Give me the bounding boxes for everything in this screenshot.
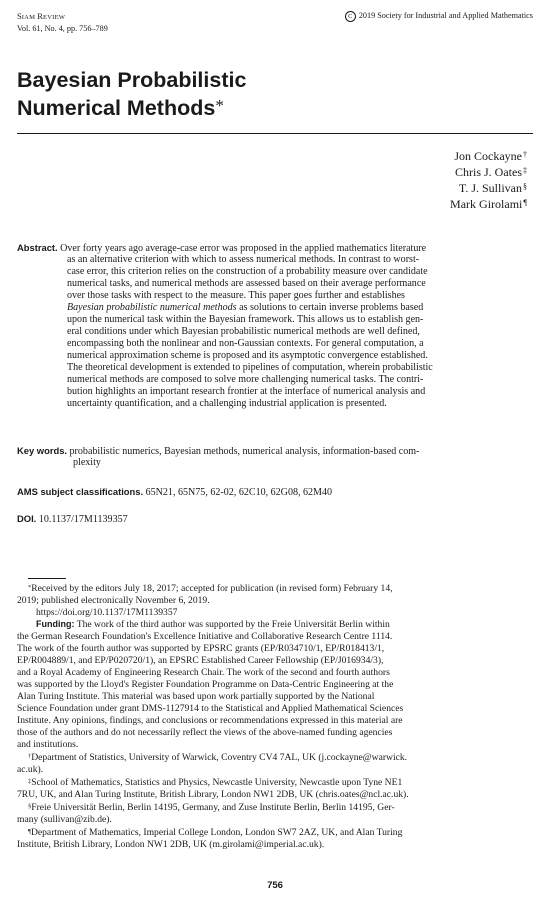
footnote-affiliation: ac.uk). [17, 764, 44, 775]
footnote-funding: The work of the fourth author was supported by EPSRC grants (EP/R034710/1, EP/R018413/1, [17, 643, 385, 654]
footnote-affiliation: Institute, British Library, London NW1 2DB, UK (m.girolami@imperial.ac.uk). [17, 839, 325, 850]
abstract-line: encompassing both the nonlinear and non-Gaussian contexts. For general computation, a [67, 338, 424, 349]
footnote-affiliation: ¶Department of Mathematics, Imperial College London, London SW7 2AZ, UK, and Alan Turing [28, 827, 403, 838]
abstract-line: Abstract. Over forty years ago average-case error was proposed in the applied mathematics literature [17, 242, 427, 254]
running-header-journal [17, 11, 108, 34]
footnote-received: 2019; published electronically November 6, 2019. [17, 595, 210, 606]
abstract-line: eral conditions under which Bayesian probabilistic numerical methods are well defined, [67, 326, 420, 337]
volume-info: Vol. 61, No. 4, pp. 756–789 [17, 23, 108, 33]
abstract-label: Abstract. [17, 242, 58, 253]
footnote-funding: was supported by the Lloyd's Register Foundation Programme on Data-Centric Engineering at the [17, 679, 394, 690]
abstract-line: upon the numerical task within the Bayesian framework. This allows us to establish gen- [67, 314, 424, 325]
abstract-line: Bayesian probabilistic numerical methods as solutions to certain inverse problems based [67, 302, 424, 313]
abstract-line: numerical methods are composed to solve more challenging numerical tasks. The contri- [67, 374, 424, 385]
keywords-line: plexity [73, 457, 101, 468]
footnote-funding: those of the authors and do not necessarily reflect the views of the above-named funding agencies [17, 727, 393, 738]
abstract-line: as an alternative criterion with which to assess numerical methods. In contrast to worst- [67, 254, 420, 265]
abstract-line: numerical approximation scheme is proposed and its asymptotic convergence established. [67, 350, 428, 361]
footnote-funding: the German Research Foundation's Excellence Initiative and Collaborative Research Centre 1114. [17, 631, 393, 642]
footnote-funding: Alan Turing Institute. This material was based upon work partially supported by the National [17, 691, 375, 702]
abstract-line: bution highlights an important research frontier at the interface of numerical analysis and [67, 386, 426, 397]
footnote-affiliation: §Freie Universität Berlin, Berlin 14195, Germany, and Zuse Institute Berlin, Berlin 14195, Ger- [28, 802, 395, 813]
abstract-line: over those tasks with respect to the measure. This paper goes further and establishes [67, 290, 405, 301]
author: Jon Cockayne† [454, 149, 527, 163]
ams-label: AMS subject classifications. [17, 486, 144, 497]
footnote-received: *Received by the editors July 18, 2017; accepted for publication (in revised form) February 14, [28, 583, 393, 594]
ams-classifications: AMS subject classifications. 65N21, 65N75, 62-02, 62C10, 62G08, 62M40 [17, 486, 333, 498]
doi: DOI. 10.1137/17M1139357 [17, 513, 128, 525]
footnote-funding: EP/R004889/1, and EP/P020720/1), an EPSRC Established Career Fellowship (EP/J016934/3), [17, 655, 384, 666]
footnote-funding: Institute. Any opinions, findings, and conclusions or recommendations expressed in this material are [17, 715, 403, 726]
footnote-affiliation: many (sullivan@zib.de). [17, 814, 112, 825]
copyright-icon: C [345, 11, 356, 22]
abstract-line: case error, this criterion relies on the construction of a probability measure over candidate [67, 266, 428, 277]
footnote-funding: and institutions. [17, 739, 79, 750]
keywords-label: Key words. [17, 445, 68, 456]
journal-name: SIAM REVIEW [17, 11, 66, 21]
footnote-affiliation: 7RU, UK, and Alan Turing Institute, British Library, London NW1 2DB, UK (chris.oates@ncl.ac.uk). [17, 789, 409, 800]
footnote-rule [28, 578, 66, 579]
running-header-copyright [345, 11, 533, 22]
page-number: 756 [267, 880, 283, 891]
footnote-affiliation: ‡School of Mathematics, Statistics and Physics, Newcastle University, Newcastle upon Tyne NE1 [28, 777, 403, 788]
title-footnote-mark: * [215, 96, 224, 115]
paper-title: Bayesian Probabilistic Numerical Methods* [17, 68, 247, 120]
doi-label: DOI. [17, 513, 37, 524]
footnote-affiliation: †Department of Statistics, University of Warwick, Coventry CV4 7AL, UK (j.cockayne@warwick. [28, 752, 408, 763]
keywords-line: Key words. probabilistic numerics, Bayesian methods, numerical analysis, information-based com- [17, 445, 420, 457]
author: T. J. Sullivan§ [458, 181, 527, 195]
author: Chris J. Oates‡ [455, 165, 527, 179]
author-list [450, 148, 527, 212]
footnote-funding: Funding: The work of the third author was supported by the Freie Universität Berlin within [36, 619, 390, 630]
footnote-doi-link[interactable]: https://doi.org/10.1137/17M1139357 [36, 607, 178, 618]
title-rule [17, 133, 533, 134]
abstract-line: numerical tasks, and numerical methods are assessed based on their average performance [67, 278, 426, 289]
footnote-funding: and a Royal Academy of Engineering Research Chair. The work of the second and fourth authors [17, 667, 390, 678]
copyright-text: 2019 Society for Industrial and Applied Mathematics [358, 11, 533, 21]
footnote-funding: Science Foundation under grant DMS-1127914 to the Statistical and Applied Mathematical Sciences [17, 703, 404, 714]
author: Mark Girolami¶ [450, 197, 527, 211]
abstract-line: The theoretical development is extended to pipelines of computation, wherein probabilistic [67, 362, 433, 373]
abstract-line: uncertainty quantification, and a challenging industrial application is presented. [67, 398, 387, 409]
